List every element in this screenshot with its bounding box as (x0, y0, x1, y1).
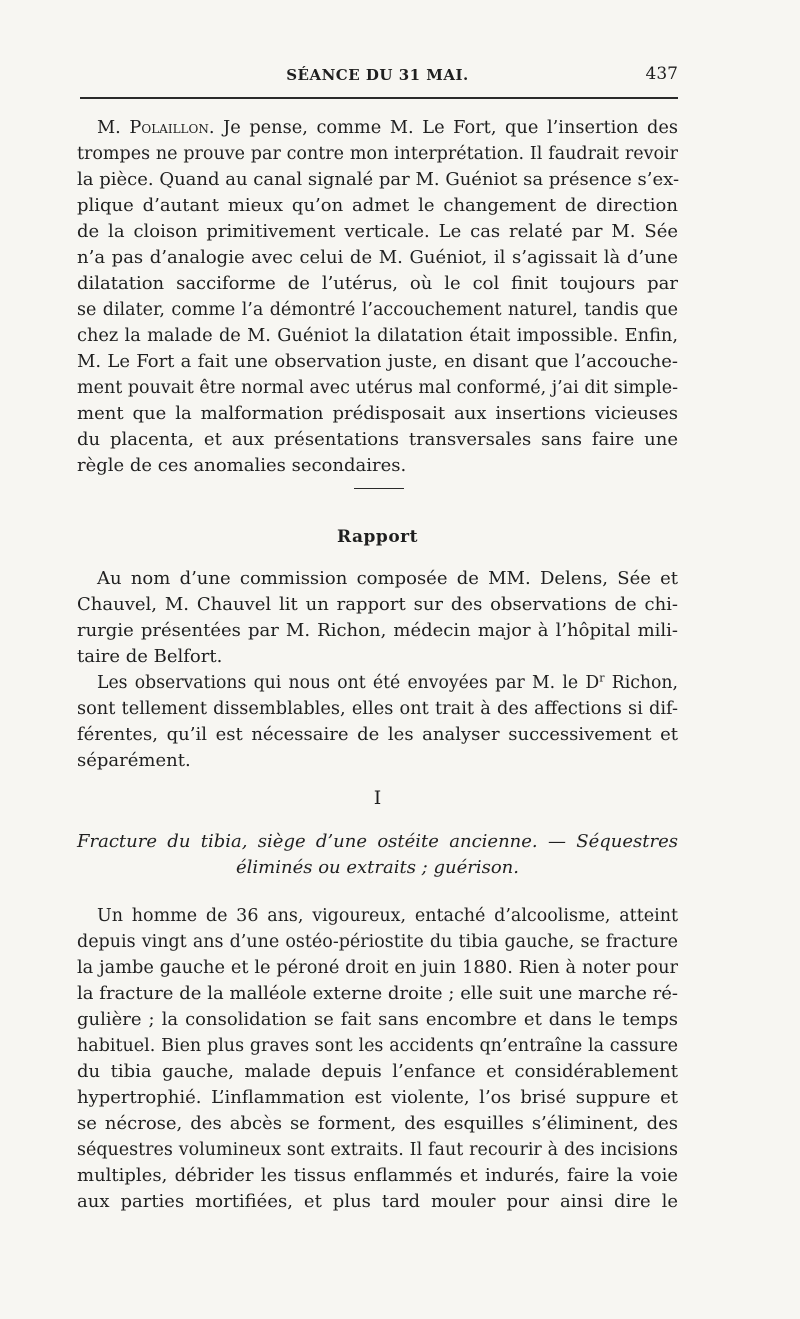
text-line: trompes ne prouve par contre mon interprétation. Il faudrait revoir (77, 144, 678, 164)
text-line: Un homme de 36 ans, vigoureux, entaché d’alcoolisme, atteint (97, 906, 678, 926)
section-divider (354, 488, 404, 489)
text-line: rurgie présentées par M. Richon, médecin major à l’hôpital mili- (77, 620, 678, 641)
text-line: plique d’autant mieux qu’on admet le changement de direction (77, 195, 678, 216)
text-line: M. Le Fort a fait une observation juste, en disant que l’accouche- (77, 351, 678, 372)
text-line: taire de Belfort. (77, 646, 223, 667)
text-line: gulière ; la consolidation se fait sans encombre et dans le temps (77, 1009, 678, 1030)
text-line: se nécrose, des abcès se forment, des esquilles s’éliminent, des (77, 1113, 678, 1134)
text-line: n’a pas d’analogie avec celui de M. Guéniot, il s’agissait là d’une (77, 247, 678, 268)
subtitle-line: éliminés ou extraits ; guérison. (236, 857, 519, 878)
paragraph-commission (77, 566, 678, 670)
book-page (77, 0, 678, 1319)
paragraph-case (77, 903, 678, 1215)
superscript: r (599, 671, 605, 685)
text-line: Les observations qui nous ont été envoyées par M. le $D^r$ Richon, (97, 671, 678, 693)
text-line: depuis vingt ans d’une ostéo-périostite du tibia gauche, se fracture (77, 932, 678, 952)
header-rule (80, 97, 678, 99)
text-line: ment que la malformation prédisposait aux insertions vicieuses (77, 403, 678, 424)
running-head-title: SÉANCE DU 31 MAI. (286, 66, 469, 84)
text-line: la jambe gauche et le péroné droit en juin 1880. Rien à noter pour (77, 958, 678, 978)
paragraph-polaillon (77, 115, 678, 479)
text-line: Chauvel, M. Chauvel lit un rapport sur des observations de chi- (77, 594, 678, 615)
subtitle-line: Fracture du tibia, siège d’une ostéite ancienne. — Séquestres (77, 831, 678, 852)
section-heading-rapport: Rapport (337, 527, 418, 547)
text-line: ment pouvait être normal avec utérus mal conformé, j’ai dit simple- (77, 378, 678, 398)
text-line: de la cloison primitivement verticale. Le cas relaté par M. Sée (77, 221, 678, 242)
text-line: séquestres volumineux sont extraits. Il faut recourir à des incisions (77, 1140, 678, 1160)
text-line: dilatation sacciforme de l’utérus, où le col finit toujours par (77, 273, 678, 294)
text-line: hypertrophié. L’inflammation est violente, l’os brisé suppure et (77, 1087, 678, 1108)
text-line: Au nom d’une commission composée de MM. Delens, Sée et (97, 568, 678, 589)
text-line: sont tellement dissemblables, elles ont trait à des affections si dif- (77, 699, 678, 719)
paragraph-observations (77, 670, 678, 774)
text-line: la fracture de la malléole externe droite ; elle suit une marche ré- (77, 983, 678, 1004)
text-line: férentes, qu’il est nécessaire de les analyser successivement et (77, 724, 678, 745)
text-line: habituel. Bien plus graves sont les accidents qn’entraîne la cassure (77, 1036, 678, 1056)
text-line: M. Polaillon. Je pense, comme M. Le Fort, que l’insertion des (97, 118, 678, 138)
text-line: séparément. (77, 750, 191, 771)
text-line: multiples, débrider les tissus enflammés et indurés, faire la voie (77, 1165, 678, 1186)
text-line: règle de ces anomalies secondaires. (77, 455, 407, 476)
text-line: du tibia gauche, malade depuis l’enfance et considérablement (77, 1061, 678, 1082)
case-subtitle (77, 829, 678, 881)
running-head (77, 64, 678, 86)
text-line: se dilater, comme l’a démontré l’accouchement naturel, tandis que (77, 300, 678, 320)
text-line: aux parties mortifiées, et plus tard mouler pour ainsi dire le (77, 1191, 678, 1212)
text-line: du placenta, et aux présentations transversales sans faire une (77, 429, 678, 450)
speaker-name: M. Polaillon. (97, 118, 215, 138)
text-line: chez la malade de M. Guéniot la dilatation était impossible. Enfin, (77, 326, 678, 346)
section-number: I (373, 787, 382, 809)
page-number: 437 (645, 64, 678, 84)
text-line: la pièce. Quand au canal signalé par M. Guéniot sa présence s’ex- (77, 169, 680, 190)
